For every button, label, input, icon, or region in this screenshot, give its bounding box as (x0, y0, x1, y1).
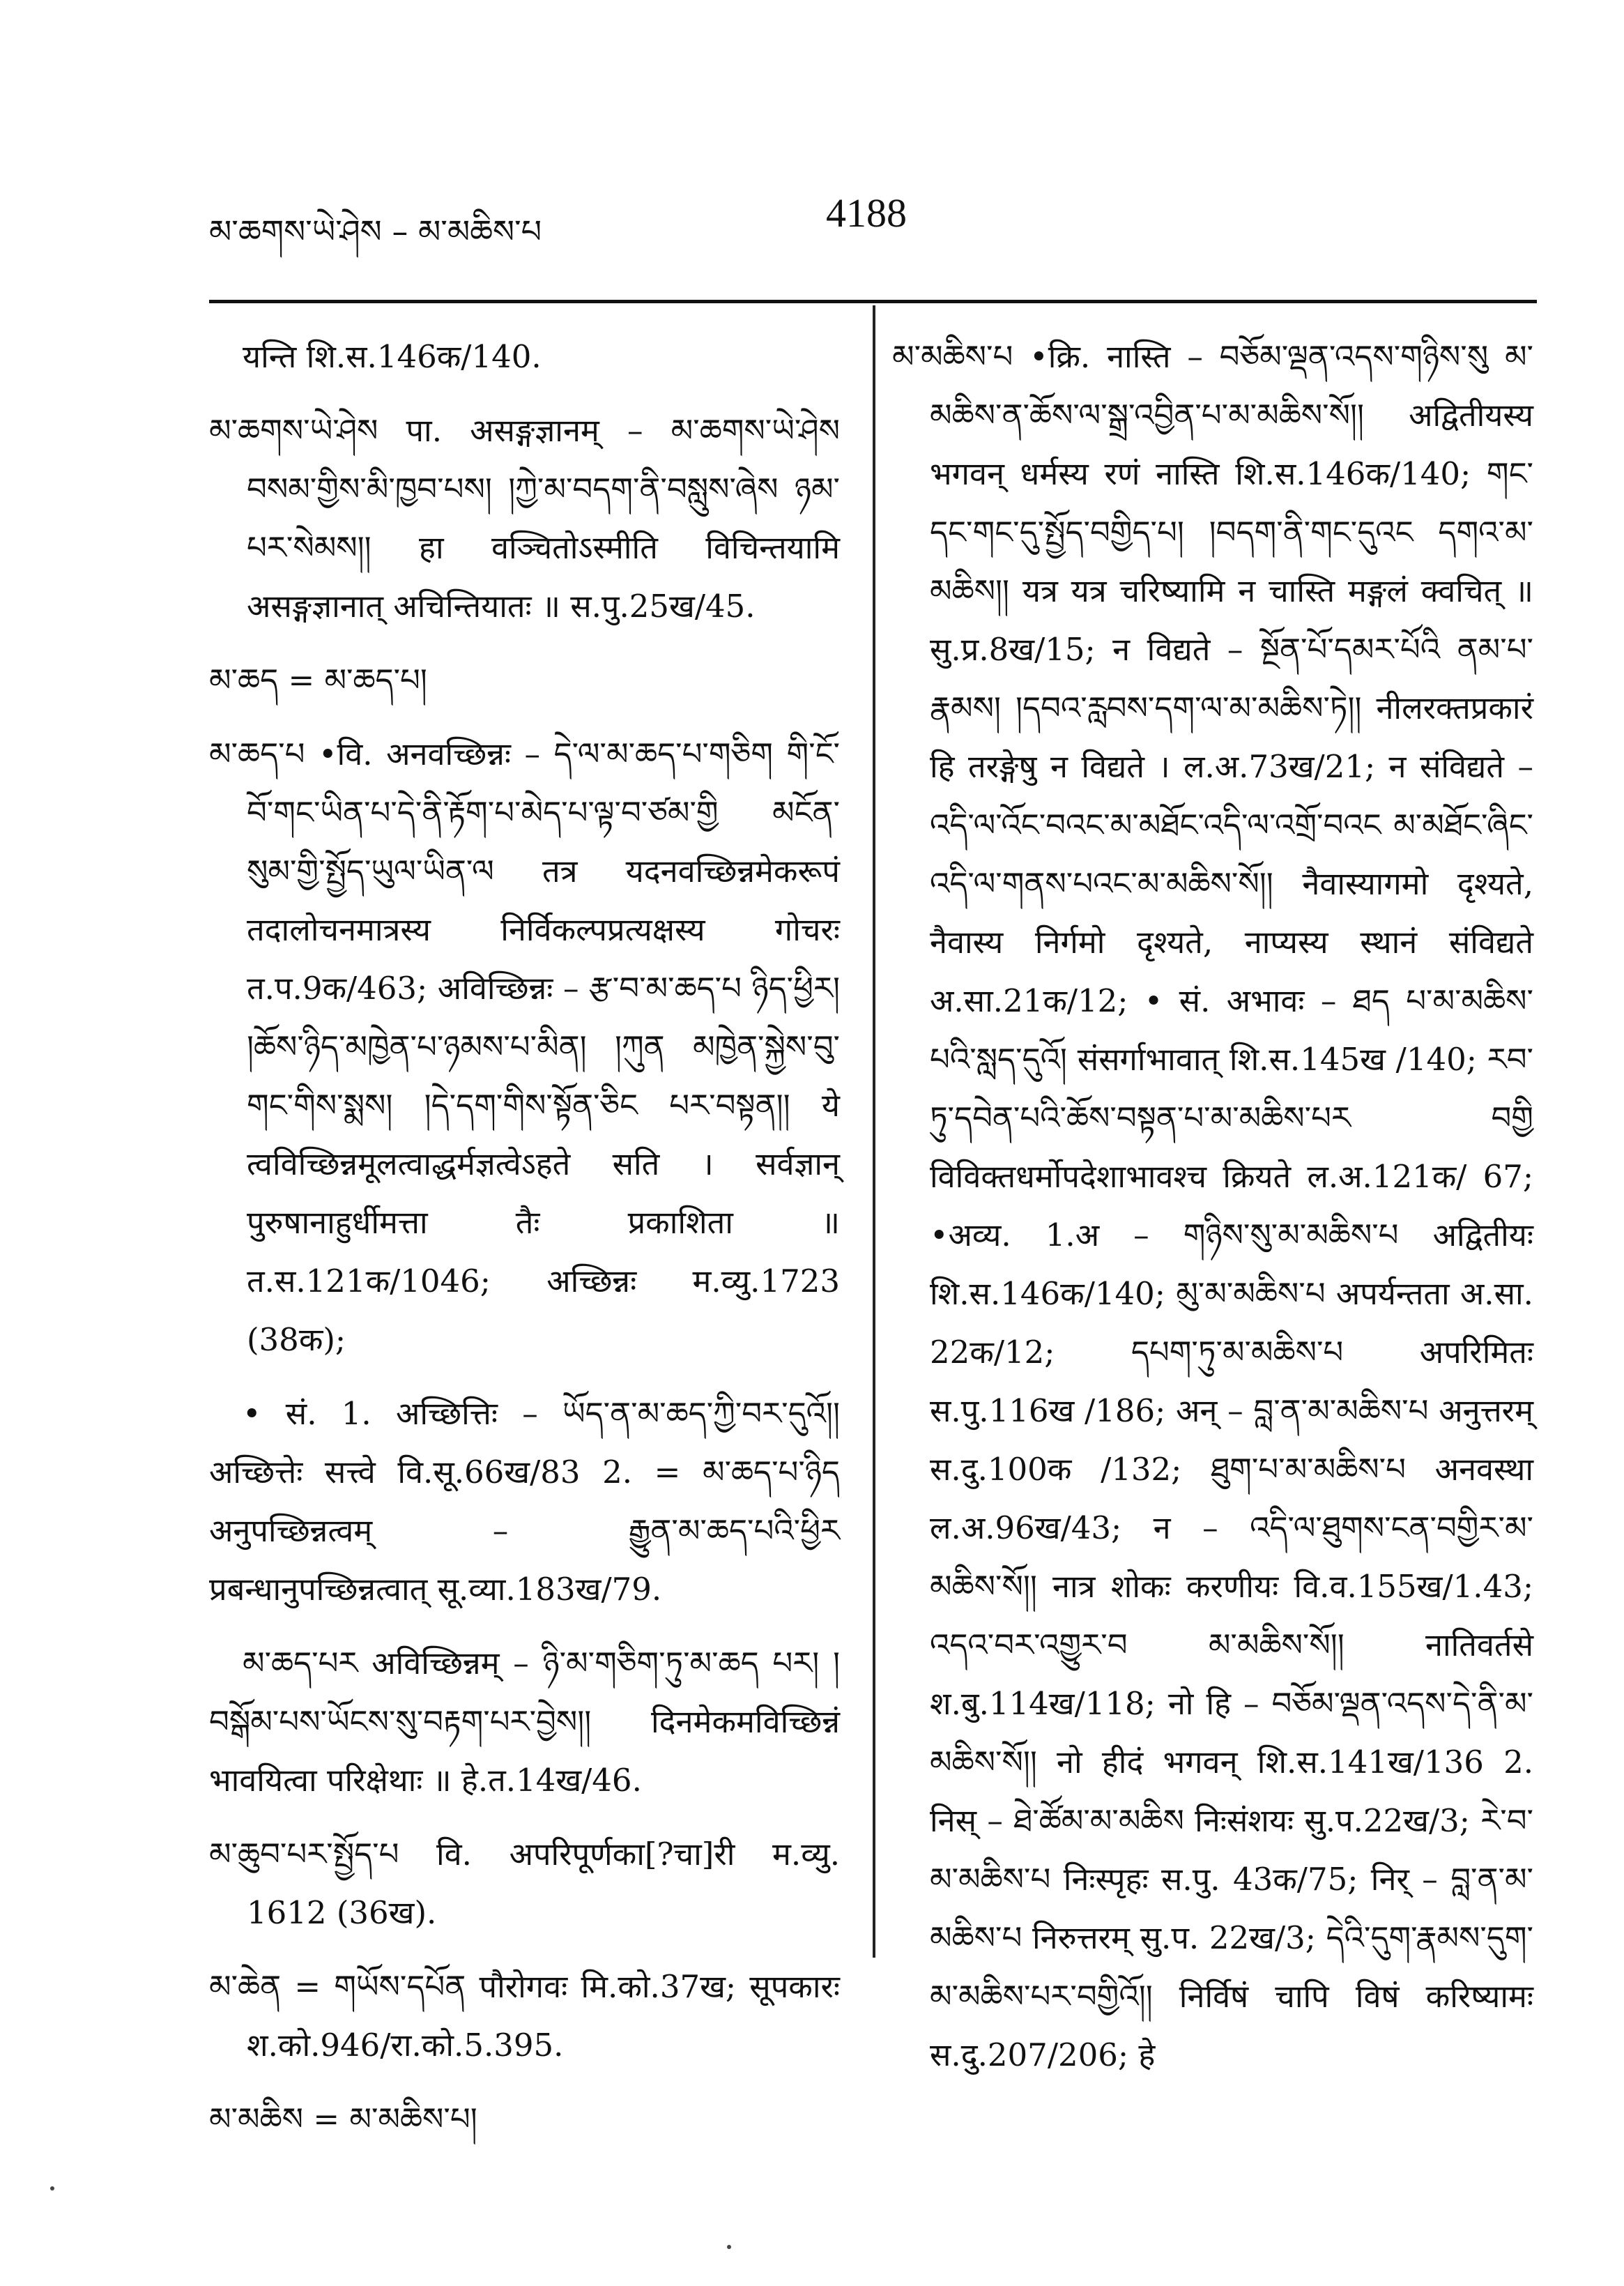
entry-ma-chad: མ་ཆད = མ་ཆད་པ། (209, 662, 427, 699)
entry-ma-chad-pa: མ་ཆད་པ •वि. अनवच्छिन्नः – དེ་ལ་མ་ཆད་པ་གཅིག གི་ངོ་བོ་གང་ཡིན་པ་དེ་ནི་རྟོག་པ་མེད་པ་ལྟ་བ་ཙམ་གྱི མངོན་སུམ་གྱི་སྤྱོད་ཡུལ་ཡིན་ལ तत्र यदनवच्छिन्नमेकरूपं तदालोचनमात्रस्य निर्विकल्पप्रत्यक्षस्य गोचरः त.प.9क/463; अविच्छिन्नः – རྩ་བ་མ་ཆད་པ ཉིད་ཕྱིར། །ཆོས་ཉིད་མཁྱེན་པ་ཉམས་པ་མིན། །ཀུན མཁྱེན་སྐྱེས་བུ་གང་གིས་སྨས། །དེ་དག་གིས་སྟོན་ཅིང པར་བསྟན།། ये त्वविच्छिन्नमूलत्वाद्धर्मज्ञत्वेऽहते सति । सर्वज्ञान् पुरुषानाहुर्धीमत्ता तैः प्रकाशिता ॥ त.स.121क/1046; अच्छिन्नः म.व्यु.1723 (38क); (209, 736, 840, 1358)
right-column (892, 328, 1533, 2100)
column-divider (873, 305, 875, 1958)
entry-ma-chub-par-spyod-pa: མ་ཆུབ་པར་སྤྱོད་པ वि. अपरिपूर्णका[?चा]री म.व्यु. 1612 (36ख). (209, 1836, 840, 1931)
scan-speck (727, 2245, 731, 2249)
entry-ma-chen: མ་ཆེན = གཡོས་དཔོན पौरोगवः मि.को.37ख; सूपकारः श.को.946/रा.को.5.395. (209, 1968, 840, 2064)
header-rule (209, 300, 1537, 303)
left-column (209, 328, 840, 2164)
entry-ma-chad-par: མ་ཆད་པར अविच्छिन्नम् – ཉི་མ་གཅིག་ཏུ་མ་ཆད པར། །བསྒོམ་པས་ཡོངས་སུ་བརྟག་པར་བྱེས།། दिनमेकमविच्छिन्नं भावयित्वा परिक्षेथाः ॥ हे.त.14ख/46. (209, 1645, 840, 1799)
entry-ma-mchis-pa: མ་མཆིས་པ •क्रि. नास्ति – བཅོམ་ལྡན་འདས་གཉིས་སུ མ་མཆིས་ན་ཆོས་ལ་སྒྲ་འབྱིན་པ་མ་མཆིས་སོ།། अद्वितीयस्य भगवन् धर्मस्य रणं नास्ति शि.स.146क/140; གང་དང་གང་དུ་སྤྱོད་བགྱིད་པ། །བདག་ནི་གང་དུའང དགའ་མ་མཆིས།། यत्र यत्र चरिष्यामि न चास्ति मङ्गलं क्वचित् ॥ सु.प्र.8ख/15; न विद्यते – སྔོན་པོ་དམར་པོའི ནམ་པ་རྣམས། །དབའ་རླབས་དག་ལ་མ་མཆིས་ཏེ།། नीलरक्तप्रकारं हि तरङ्गेषु न विद्यते । ल.अ.73ख/21; न संविद्यते – འདི་ལ་འོང་བའང་མ་མཐོང་འདི་ལ་འགྲོ་བའང མ་མཐོང་ཞིང་འདི་ལ་གནས་པའང་མ་མཆིས་སོ།། नैवास्यागमो दृश्यते, नैवास्य निर्गमो दृश्यते, नाप्यस्य स्थानं संविद्यते अ.सा.21क/12; • सं. अभावः – ཐད པ་མ་མཆིས་པའི་སླད་དུའོ། संसर्गाभावात् शि.स.145ख /140; རབ་ཏུ་དབེན་པའི་ཆོས་བསྟན་པ་མ་མཆིས་པར བགྱི विविक्तधर्मोपदेशाभावश्च क्रियते ल.अ.121क/ 67; •अव्य. 1.अ – གཉིས་སུ་མ་མཆིས་པ अद्वितीयः शि.स.146क/140; མུ་མ་མཆིས་པ अपर्यन्तता अ.सा. 22क/12; དཔག་ཏུ་མ་མཆིས་པ अपरिमितः स.पु.116ख /186; अन् – བླ་ན་མ་མཆིས་པ अनुत्तरम् स.दु.100क /132; ཐུག་པ་མ་མཆིས་པ अनवस्था ल.अ.96ख/43; न – འདི་ལ་ཐུགས་ངན་བགྱིར་མ་མཆིས་སོ།། नात्र शोकः करणीयः वि.व.155ख/1.43; འདའ་བར་འགྱུར་བ མ་མཆིས་སོ།། नातिवर्तसे श.बु.114ख/118; नो हि – བཅོམ་ལྡན་འདས་དེ་ནི་མ་མཆིས་སོ།། नो हीदं भगवन् शि.स.141ख/136 2. निस् – ཐེ་ཚོམ་མ་མཆིས निःसंशयः सु.प.22ख/3; རེ་བ་མ་མཆིས་པ निःस्पृहः स.पु. 43क/75; निर् – བླ་ན་མ་མཆིས་པ निरुत्तरम् सु.प. 22ख/3; དེའི་དུག་རྣམས་དུག་མ་མཆིས་པར་བགྱིའོ།། निर्विषं चापि विषं करिष्यामः स.दु.207/206; हे (892, 338, 1533, 2073)
entry-ma-chags-ye-shes: མ་ཆགས་ཡེ་ཤེས पा. असङ्गज्ञानम् – མ་ཆགས་ཡེ་ཤེས བསམ་གྱིས་མི་ཁྱབ་པས། །ཀྱེ་མ་བདག་ནི་བསླུས་ཞེས ཉམ་པར་སེམས།། हा वञ्चितोऽस्मीति विचिन्तयामि असङ्गज्ञानात् अचिन्तियातः ॥ स.पु.25ख/45. (209, 412, 840, 625)
entry-ma-mchis: མ་མཆིས = མ་མཆིས་པ། (209, 2101, 477, 2138)
scan-speck (50, 2186, 54, 2190)
entry-continuation: यन्ति शि.स.146क/140. (243, 338, 542, 375)
running-head: མ་ཆགས་ཡེ་ཤེས – མ་མཆིས་པ (209, 213, 542, 250)
entry-ma-chad-pa-noun: • सं. 1. अच्छित्तिः – ཡོད་ན་མ་ཆད་ཀྱི་བར་དུའོ།། अच्छित्तेः सत्त्वे वि.सू.66ख/83 2. = མ་ཆད་པ་ཉིད अनुपच्छिन्नत्वम् – རྒྱུན་མ་ཆད་པའི་ཕྱིར प्रबन्धानुपच्छिन्नत्वात् सू.व्या.183ख/79. (209, 1395, 840, 1608)
page-number: 4188 (826, 190, 907, 236)
